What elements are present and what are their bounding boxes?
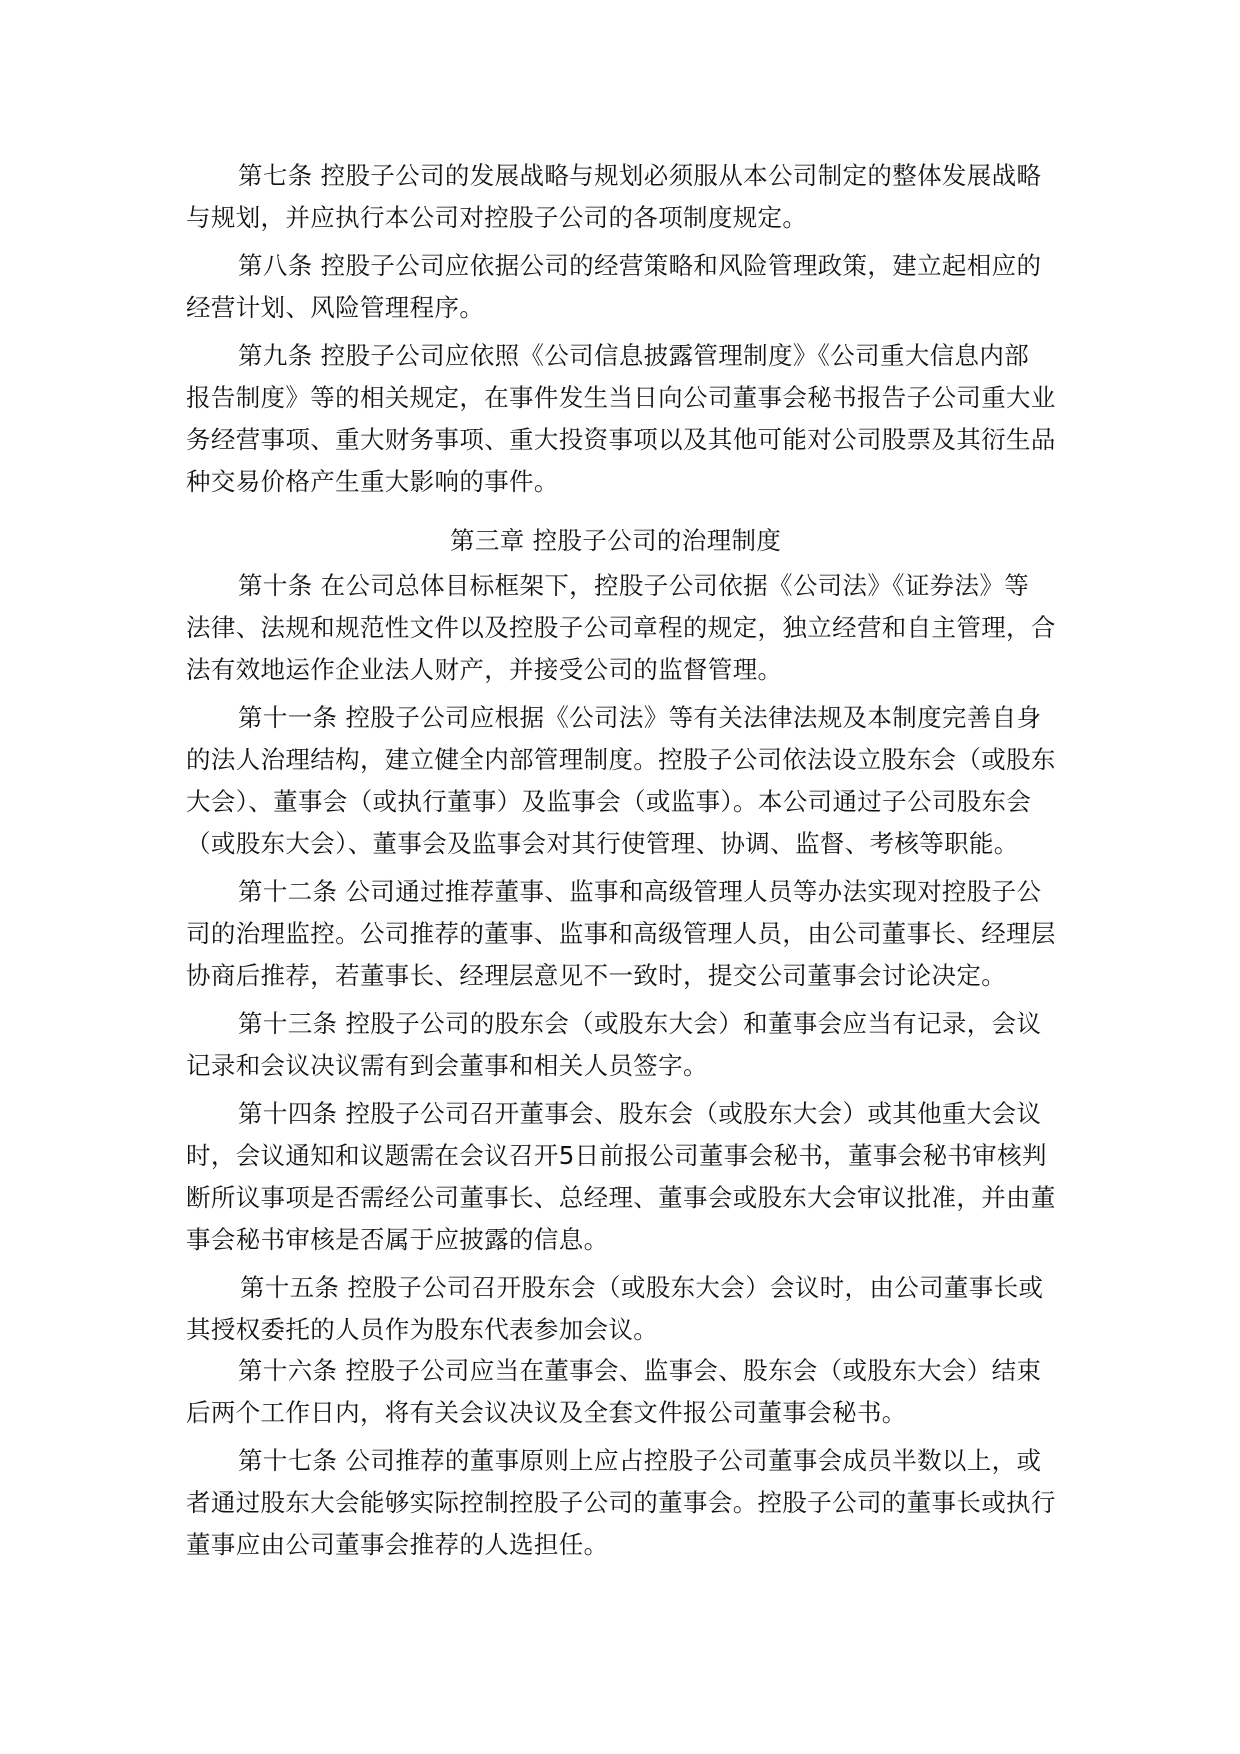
article-14-line-3: 断所议事项是否需经公司董事长、总经理、董事会或股东大会审议批准，并由董 <box>186 1183 1056 1212</box>
article-13-line-1: 第十三条 控股子公司的股东会（或股东大会）和董事会应当有记录，会议 <box>238 1009 1042 1038</box>
article-7-line-2: 与规划，并应执行本公司对控股子公司的各项制度规定。 <box>186 203 808 232</box>
article-9-line-4: 种交易价格产生重大影响的事件。 <box>186 467 559 496</box>
article-14-line-4: 事会秘书审核是否属于应披露的信息。 <box>186 1225 609 1254</box>
article-17-line-3: 董事应由公司董事会推荐的人选担任。 <box>186 1530 609 1559</box>
article-12-line-2: 司的治理监控。公司推荐的董事、监事和高级管理人员，由公司董事长、经理层 <box>186 919 1056 948</box>
article-16-line-1: 第十六条 控股子公司应当在董事会、监事会、股东会（或股东大会）结束 <box>238 1356 1042 1385</box>
article-15-line-1: 第十五条 控股子公司召开股东会（或股东大会）会议时，由公司董事长或 <box>240 1273 1044 1302</box>
article-9-line-3: 务经营事项、重大财务事项、重大投资事项以及其他可能对公司股票及其衍生品 <box>186 425 1056 454</box>
article-12-line-3: 协商后推荐，若董事长、经理层意见不一致时，提交公司董事会讨论决定。 <box>186 961 1007 990</box>
article-16-line-2: 后两个工作日内，将有关会议决议及全套文件报公司董事会秘书。 <box>186 1398 907 1427</box>
article-11-line-2: 的法人治理结构，建立健全内部管理制度。控股子公司依法设立股东会（或股东 <box>186 745 1056 774</box>
chapter-3-heading: 第三章 控股子公司的治理制度 <box>450 526 782 555</box>
article-9-line-1: 第九条 控股子公司应依照《公司信息披露管理制度》《公司重大信息内部 <box>238 341 1030 370</box>
article-15-line-2: 其授权委托的人员作为股东代表参加会议。 <box>186 1315 659 1344</box>
article-8-line-1: 第八条 控股子公司应依据公司的经营策略和风险管理政策，建立起相应的 <box>238 251 1042 280</box>
article-10-line-1: 第十条 在公司总体目标框架下，控股子公司依据《公司法》《证券法》等 <box>238 571 1030 600</box>
article-17-line-2: 者通过股东大会能够实际控制控股子公司的董事会。控股子公司的董事长或执行 <box>186 1488 1056 1517</box>
article-14-line-1: 第十四条 控股子公司召开董事会、股东会（或股东大会）或其他重大会议 <box>238 1099 1042 1128</box>
article-9-line-2: 报告制度》等的相关规定，在事件发生当日向公司董事会秘书报告子公司重大业 <box>186 383 1056 412</box>
article-17-line-1: 第十七条 公司推荐的董事原则上应占控股子公司董事会成员半数以上，或 <box>238 1446 1042 1475</box>
article-8-line-2: 经营计划、风险管理程序。 <box>186 293 485 322</box>
article-10-line-3: 法有效地运作企业法人财产，并接受公司的监督管理。 <box>186 655 783 684</box>
article-12-line-1: 第十二条 公司通过推荐董事、监事和高级管理人员等办法实现对控股子公 <box>238 877 1042 906</box>
article-13-line-2: 记录和会议决议需有到会董事和相关人员签字。 <box>186 1051 708 1080</box>
article-11-line-4: （或股东大会）、董事会及监事会对其行使管理、协调、监督、考核等职能。 <box>186 829 1019 858</box>
article-11-line-1: 第十一条 控股子公司应根据《公司法》等有关法律法规及本制度完善自身 <box>238 703 1042 732</box>
article-14-line-2: 时，会议通知和议题需在会议召开5日前报公司董事会秘书，董事会秘书审核判 <box>186 1141 1047 1170</box>
article-7-line-1: 第七条 控股子公司的发展战略与规划必须服从本公司制定的整体发展战略 <box>238 161 1042 190</box>
article-10-line-2: 法律、法规和规范性文件以及控股子公司章程的规定，独立经营和自主管理，合 <box>186 613 1056 642</box>
article-11-line-3: 大会）、董事会（或执行董事）及监事会（或监事）。本公司通过子公司股东会 <box>186 787 1032 816</box>
